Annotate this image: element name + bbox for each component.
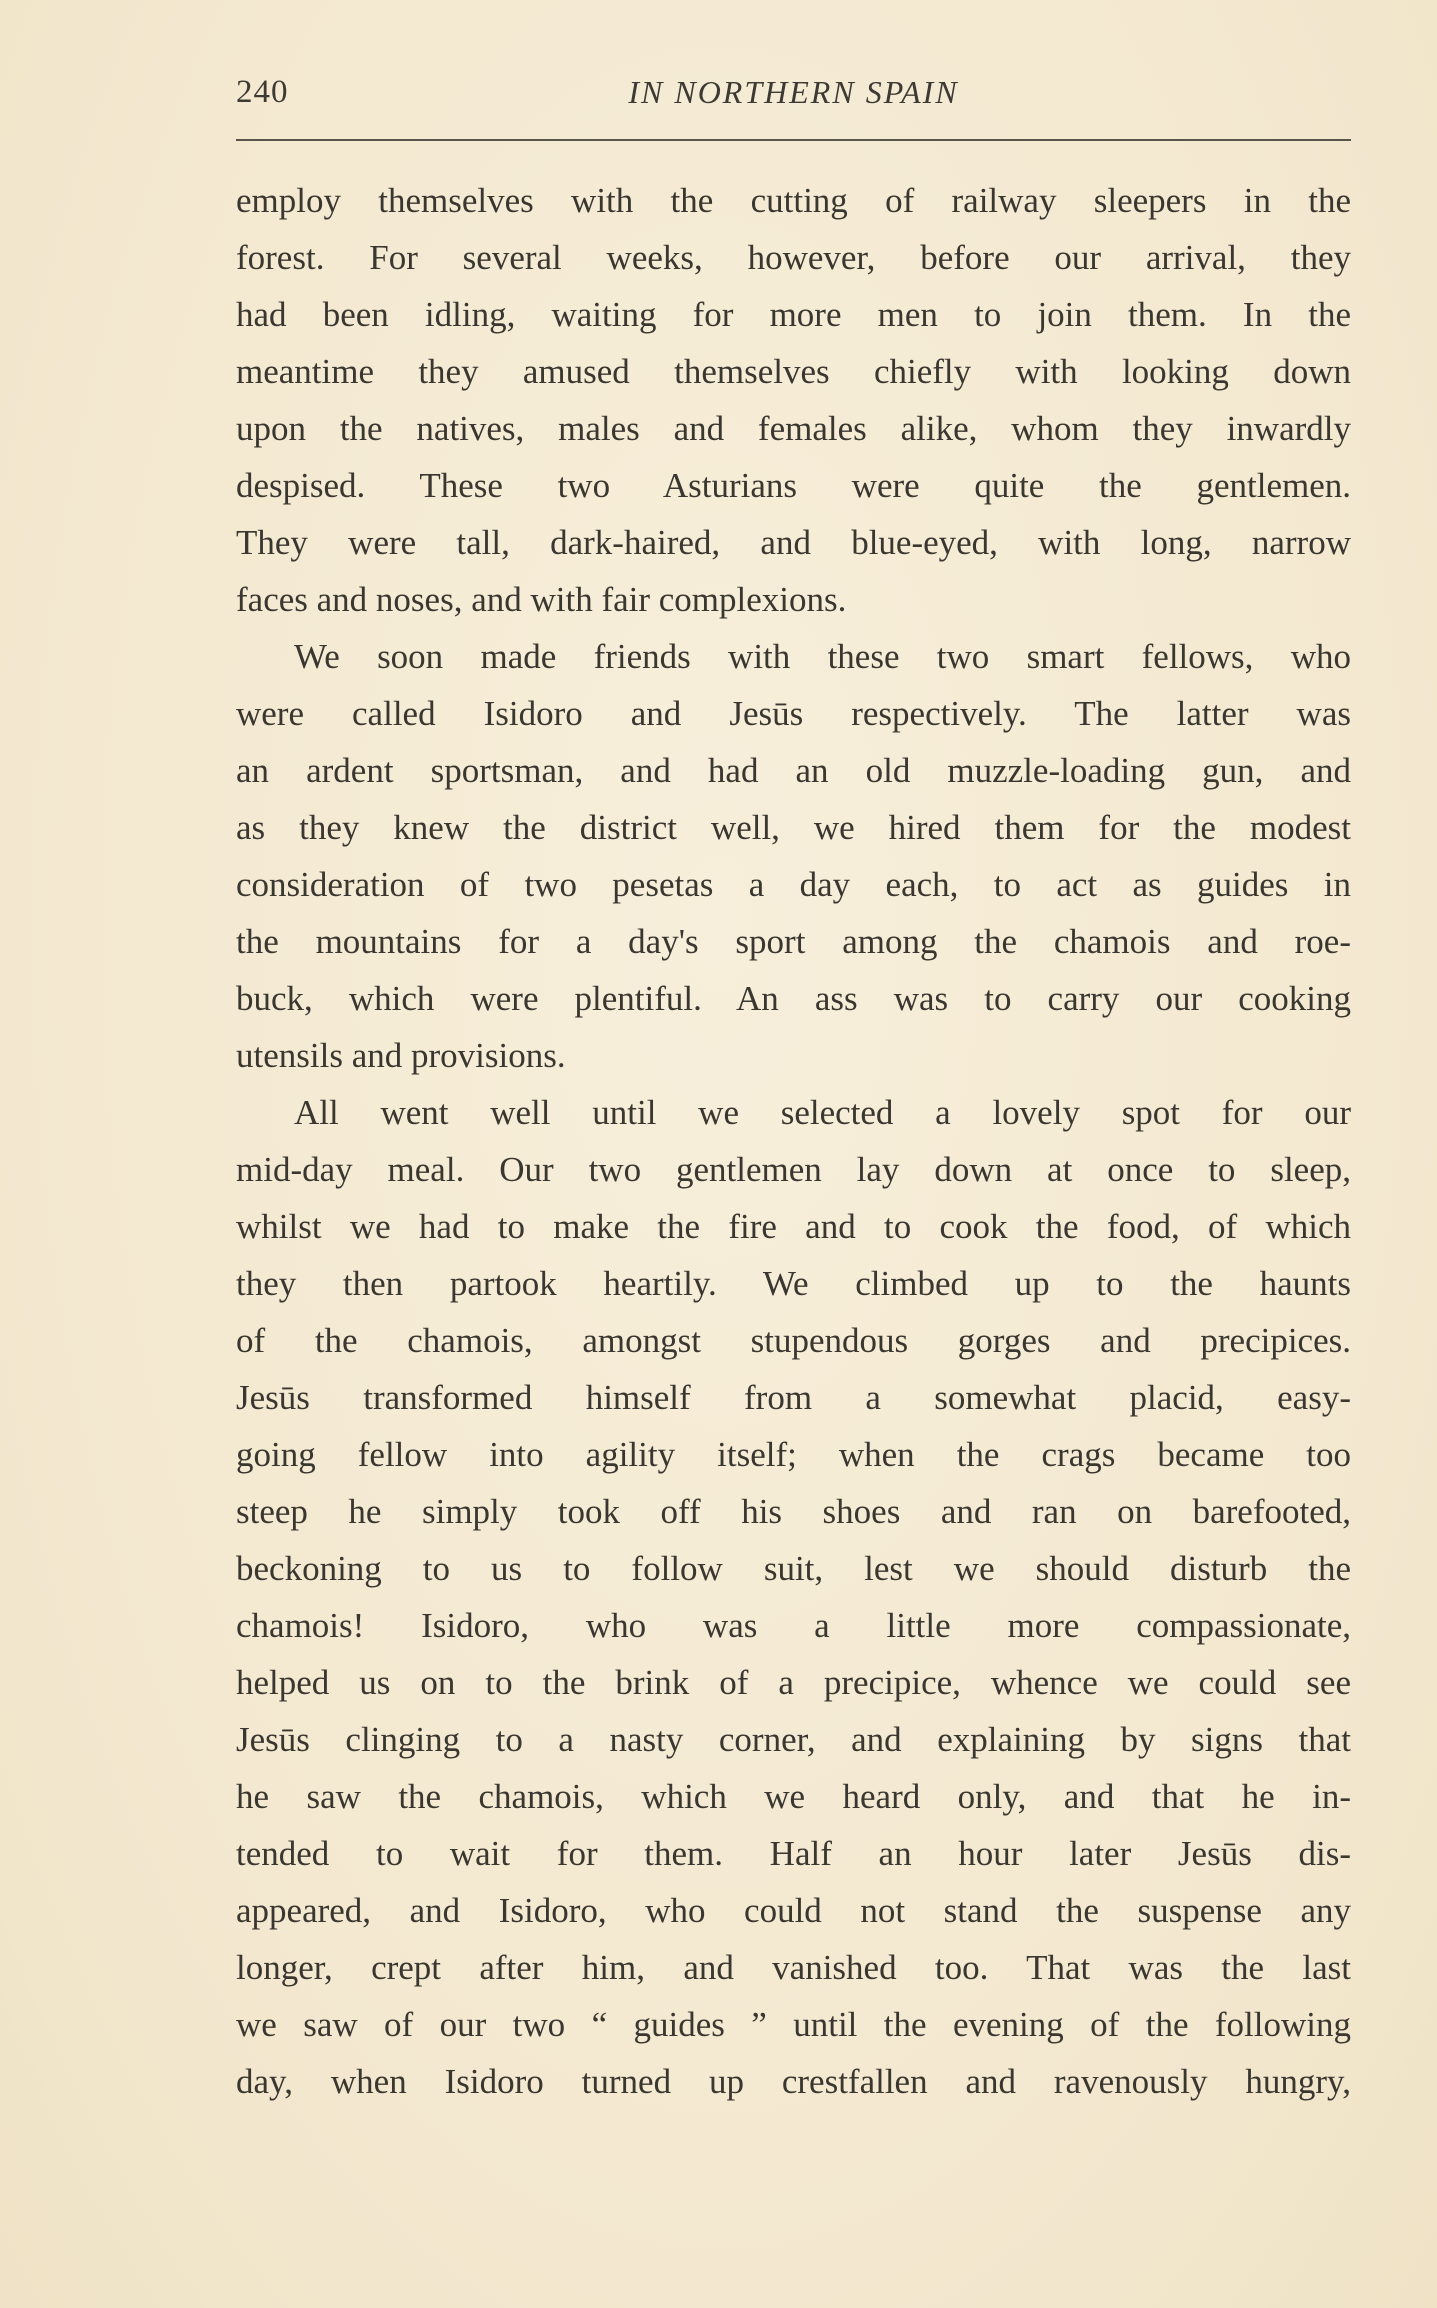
text-line: of the chamois, amongst stupendous gorges and precipices. <box>236 1321 1351 1360</box>
text-line: helped us on to the brink of a precipice, whence we could see <box>236 1663 1351 1702</box>
text-line: meantime they amused themselves chiefly with looking down <box>236 352 1351 391</box>
text-line: the mountains for a day's sport among the chamois and roe- <box>236 922 1351 961</box>
text-line: upon the natives, males and females alike, whom they inwardly <box>236 409 1351 448</box>
text-line: chamois! Isidoro, who was a little more compassionate, <box>236 1606 1351 1645</box>
running-title: IN NORTHERN SPAIN <box>628 74 959 110</box>
text-line: utensils and provisions. <box>236 1036 566 1075</box>
text-line: going fellow into agility itself; when the crags became too <box>236 1435 1351 1474</box>
text-line: forest. For several weeks, however, before our arrival, they <box>236 238 1351 277</box>
text-line: appeared, and Isidoro, who could not stand the suspense any <box>236 1891 1351 1930</box>
header-rule <box>236 139 1351 141</box>
text-line: longer, crept after him, and vanished too. That was the last <box>236 1948 1351 1987</box>
text-line: employ themselves with the cutting of railway sleepers in the <box>236 181 1351 220</box>
body-text <box>236 172 1351 2110</box>
text-line: faces and noses, and with fair complexions. <box>236 580 847 619</box>
text-line: beckoning to us to follow suit, lest we should disturb the <box>236 1549 1351 1588</box>
text-line: tended to wait for them. Half an hour later Jesūs dis- <box>236 1834 1351 1873</box>
text-line: were called Isidoro and Jesūs respectively. The latter was <box>236 694 1351 733</box>
page-number: 240 <box>236 74 289 110</box>
text-line: We soon made friends with these two smart fellows, who <box>294 637 1351 676</box>
text-line: All went well until we selected a lovely spot for our <box>294 1093 1351 1132</box>
text-line: buck, which were plentiful. An ass was to carry our cooking <box>236 979 1351 1018</box>
text-line: despised. These two Asturians were quite the gentlemen. <box>236 466 1351 505</box>
text-line: an ardent sportsman, and had an old muzzle-loading gun, and <box>236 751 1351 790</box>
text-line: they then partook heartily. We climbed up to the haunts <box>236 1264 1351 1303</box>
text-line: Jesūs clinging to a nasty corner, and explaining by signs that <box>236 1720 1351 1759</box>
text-line: They were tall, dark-haired, and blue-eyed, with long, narrow <box>236 523 1351 562</box>
text-line: Jesūs transformed himself from a somewhat placid, easy- <box>236 1378 1351 1417</box>
text-line: had been idling, waiting for more men to join them. In the <box>236 295 1351 334</box>
text-line: mid-day meal. Our two gentlemen lay down at once to sleep, <box>236 1150 1351 1189</box>
text-line: he saw the chamois, which we heard only, and that he in- <box>236 1777 1351 1816</box>
text-line: as they knew the district well, we hired them for the modest <box>236 808 1351 847</box>
text-line: consideration of two pesetas a day each, to act as guides in <box>236 865 1351 904</box>
text-line: day, when Isidoro turned up crestfallen and ravenously hungry, <box>236 2062 1351 2101</box>
text-line: whilst we had to make the fire and to cook the food, of which <box>236 1207 1351 1246</box>
text-line: we saw of our two “ guides ” until the evening of the following <box>236 2005 1351 2044</box>
text-line: steep he simply took off his shoes and ran on barefooted, <box>236 1492 1351 1531</box>
running-head <box>236 70 1351 118</box>
